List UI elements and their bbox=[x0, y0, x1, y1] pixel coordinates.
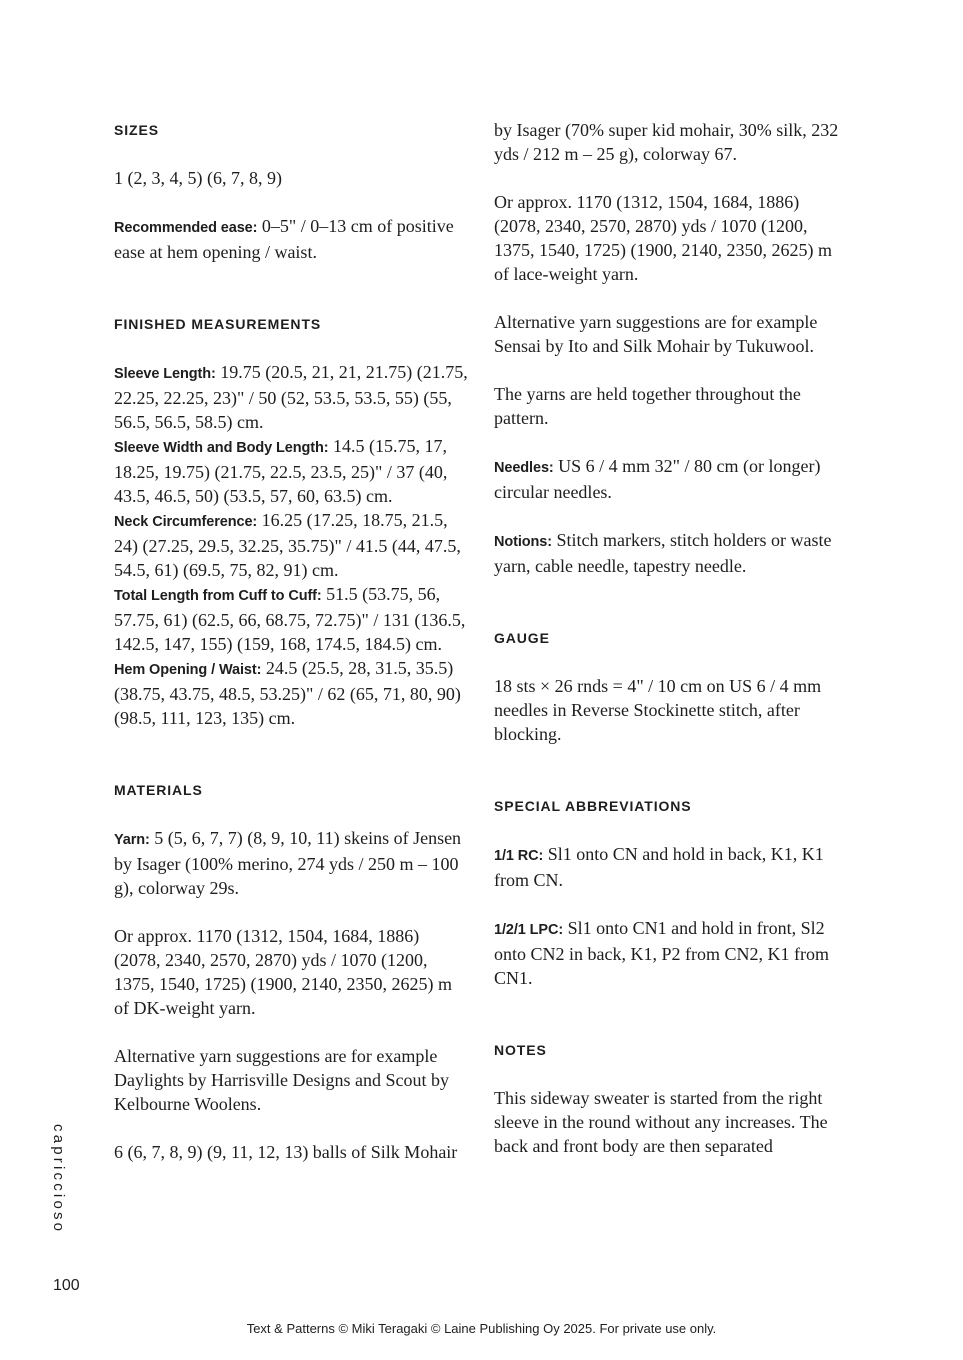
held-together-paragraph: The yarns are held together throughout the pattern. bbox=[494, 384, 801, 428]
yarn-text: 5 (5, 6, 7, 7) (8, 9, 10, 11) skeins of Jensen by Isager (100% merino, 274 yds / 250 m – 100 g), colorway 29s. bbox=[114, 828, 462, 898]
finished-measurements-heading: FINISHED MEASUREMENTS bbox=[114, 316, 322, 332]
needles-paragraph bbox=[494, 454, 850, 504]
approx-dk-paragraph: Or approx. 1170 (1312, 1504, 1684, 1886) (2078, 2340, 2570, 2870) yds / 1070 (1200, 1375, 1540, 1725) (1900, 2140, 2350, 2625) m of DK-weight yarn. bbox=[114, 926, 452, 1018]
alt-dk-paragraph: Alternative yarn suggestions are for example Daylights by Harrisville Designs and Scout by Kelbourne Woolens. bbox=[114, 1046, 449, 1114]
measurement-item bbox=[114, 360, 470, 434]
yarn-label: Yarn: bbox=[114, 832, 150, 848]
materials-heading: MATERIALS bbox=[114, 782, 203, 798]
measurement-label: Sleeve Width and Body Length: bbox=[114, 440, 329, 456]
abbreviation-label: 1/1 RC: bbox=[494, 848, 544, 864]
page-number: 100 bbox=[53, 1277, 80, 1294]
measurement-item bbox=[114, 434, 470, 508]
notes-heading: NOTES bbox=[494, 1042, 547, 1058]
sizes-heading: SIZES bbox=[114, 122, 159, 138]
copyright-footer: Text & Patterns © Miki Teragaki © Laine Publishing Oy 2025. For private use only. bbox=[246, 1321, 717, 1336]
yarn-paragraph bbox=[114, 826, 470, 900]
recommended-ease bbox=[114, 214, 470, 264]
notions-label: Notions: bbox=[494, 534, 552, 550]
abbreviation-item bbox=[494, 842, 850, 892]
side-running-title: capriccioso bbox=[50, 1124, 67, 1235]
measurement-text: 16.25 (17.25, 18.75, 21.5, 24) (27.25, 29.5, 32.25, 35.75)" / 41.5 (44, 47.5, 54.5, 61) (69.5, 75, 82, 91) cm. bbox=[114, 510, 461, 580]
measurement-label: Hem Opening / Waist: bbox=[114, 662, 262, 678]
measurement-label: Neck Circumference: bbox=[114, 514, 258, 530]
measurement-text: 19.75 (20.5, 21, 21, 21.75) (21.75, 22.25, 22.25, 23)" / 50 (52, 53.5, 53.5, 55) (55, 56.5, 56.5, 58.5) cm. bbox=[114, 362, 468, 432]
left-column bbox=[114, 118, 470, 1164]
alt-lace-paragraph: Alternative yarn suggestions are for example Sensai by Ito and Silk Mohair by Tukuwool. bbox=[494, 312, 818, 356]
ease-text: 0–5" / 0–13 cm of positive ease at hem opening / waist. bbox=[114, 216, 454, 262]
measurement-item bbox=[114, 508, 470, 582]
abbreviation-text: Sl1 onto CN1 and hold in front, Sl2 onto CN2 in back, K1, P2 from CN2, K1 from CN1. bbox=[494, 918, 829, 988]
approx-lace-paragraph: Or approx. 1170 (1312, 1504, 1684, 1886) (2078, 2340, 2570, 2870) yds / 1070 (1200, 1375, 1540, 1725) (1900, 2140, 2350, 2625) m of lace-weight yarn. bbox=[494, 192, 832, 284]
measurement-text: 14.5 (15.75, 17, 18.25, 19.75) (21.75, 22.5, 23.5, 25)" / 37 (40, 43.5, 46.5, 50) (53.5, 57, 60, 63.5) cm. bbox=[114, 436, 448, 506]
gauge-text: 18 sts × 26 rnds = 4" / 10 cm on US 6 / 4 mm needles in Reverse Stockinette stitch, after blocking. bbox=[494, 676, 822, 744]
measurement-label: Total Length from Cuff to Cuff: bbox=[114, 588, 322, 604]
abbreviation-item bbox=[494, 916, 850, 990]
abbreviation-label: 1/2/1 LPC: bbox=[494, 922, 564, 938]
special-abbreviations-heading: SPECIAL ABBREVIATIONS bbox=[494, 798, 692, 814]
needles-text: US 6 / 4 mm 32" / 80 cm (or longer) circular needles. bbox=[494, 456, 821, 502]
measurement-text: 51.5 (53.75, 56, 57.75, 61) (62.5, 66, 68.75, 72.75)" / 131 (136.5, 142.5, 147, 155) (159, 168, 174.5, 184.5) cm. bbox=[114, 584, 466, 654]
measurement-item bbox=[114, 582, 470, 656]
gauge-heading: GAUGE bbox=[494, 630, 550, 646]
notions-text: Stitch markers, stitch holders or waste yarn, cable needle, tapestry needle. bbox=[494, 530, 832, 576]
measurement-item bbox=[114, 656, 470, 730]
mohair-continued: by Isager (70% super kid mohair, 30% silk, 232 yds / 212 m – 25 g), colorway 67. bbox=[494, 120, 839, 164]
ease-label: Recommended ease: bbox=[114, 220, 258, 236]
measurement-label: Sleeve Length: bbox=[114, 366, 216, 382]
notions-paragraph bbox=[494, 528, 850, 578]
notes-text: This sideway sweater is started from the right sleeve in the round without any increases. The back and front body are then separated bbox=[494, 1088, 828, 1156]
right-column bbox=[494, 118, 850, 1158]
needles-label: Needles: bbox=[494, 460, 554, 476]
measurement-text: 24.5 (25.5, 28, 31.5, 35.5) (38.75, 43.75, 48.5, 53.25)" / 62 (65, 71, 80, 90) (98.5, 111, 123, 135) cm. bbox=[114, 658, 461, 728]
sizes-values: 1 (2, 3, 4, 5) (6, 7, 8, 9) bbox=[114, 168, 282, 188]
mohair-paragraph: 6 (6, 7, 8, 9) (9, 11, 12, 13) balls of Silk Mohair bbox=[114, 1142, 458, 1162]
abbreviation-text: Sl1 onto CN and hold in back, K1, K1 from CN. bbox=[494, 844, 824, 890]
